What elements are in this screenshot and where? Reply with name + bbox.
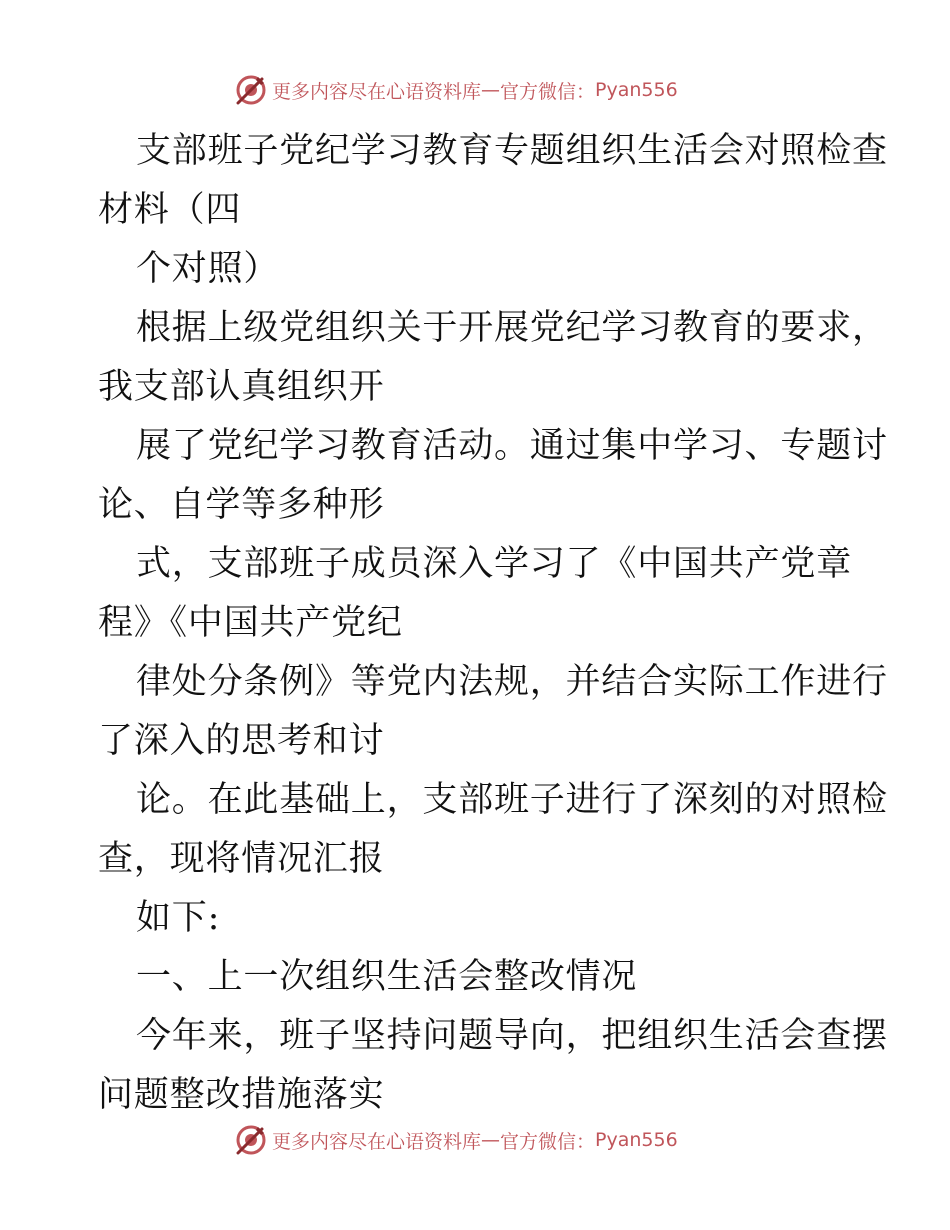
doc-line: 根据上级党组织关于开展党纪学习教育的要求， (136, 308, 888, 348)
watermark-separator: — (481, 1129, 501, 1151)
doc-line: 律处分条例》等党内法规，并结合实际工作进行 (136, 662, 888, 702)
watermark-wechat-label: 官方微信： (500, 80, 596, 103)
doc-line: 今年来，班子坚持问题导向，把组织生活会查摆 (136, 1016, 888, 1056)
doc-line: 了深入的思考和讨 (98, 721, 385, 761)
doc-line: 程》《中国共产党纪 (98, 603, 403, 643)
watermark-separator: — (481, 79, 501, 101)
watermark-wechat-label: 官方微信： (500, 1130, 596, 1153)
doc-line: 论。在此基础上，支部班子进行了深刻的对照检 (136, 780, 888, 820)
section-heading: 一、上一次组织生活会整改情况 (136, 957, 638, 997)
pen-logo-icon (234, 1123, 268, 1157)
doc-line: 论、自学等多种形 (98, 485, 385, 525)
doc-line: 我支部认真组织开 (98, 367, 385, 407)
doc-line: 个对照） (136, 249, 280, 289)
watermark-wechat-id: Pyan556 (595, 1129, 678, 1151)
doc-line: 展了党纪学习教育活动。通过集中学习、专题讨 (136, 426, 888, 466)
doc-line: 如下: (136, 898, 221, 938)
watermark-brand: 更多内容尽在心语资料库 (272, 80, 482, 103)
watermark-footer (234, 1120, 754, 1160)
pen-logo-icon (234, 73, 268, 107)
watermark-wechat-id: Pyan556 (595, 79, 678, 101)
doc-line: 查，现将情况汇报 (98, 839, 385, 879)
doc-line: 问题整改措施落实 (98, 1075, 385, 1115)
watermark-header (234, 70, 754, 110)
doc-line: 式，支部班子成员深入学习了《中国共产党章 (136, 544, 853, 584)
doc-line: 材料（四 (98, 190, 242, 230)
watermark-brand: 更多内容尽在心语资料库 (272, 1130, 482, 1153)
doc-title-line: 支部班子党纪学习教育专题组织生活会对照检查 (136, 131, 888, 171)
document-body (0, 122, 950, 1125)
